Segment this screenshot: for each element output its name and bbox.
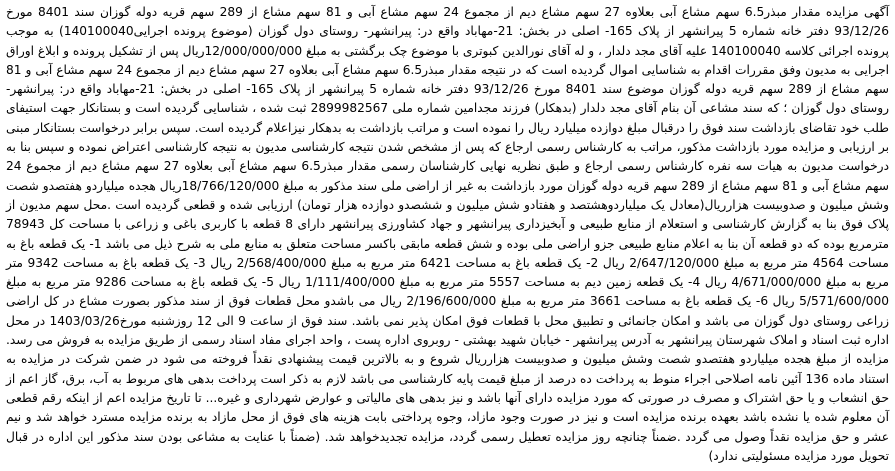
auction-notice-body: آگهی مزایده مقدار مبذر6.5 سهم مشاع آبی بعلاوه 27 سهم مشاع دیم از مجموع 24 سهم مشاع آبی و 81 سهم مشاع از 289 سهم قریه دوله گوزان سند 8401 مورخ 93/12/26 دفتر خانه شماره 5 پیرانشهر از پلاک 165- اصلی در بخش: 21-مهاباد واقع در: پیرانشهر- روستای دول گوزان (موضوع پرونده اجرایی140100040) به موجب پرونده اجرائی کلاسه 140100040 علیه آقای مجد دلدار ، و له آقای نورالدین کبوتری با موضوع چک برگشتی به مبلغ 12/000/000/000ریال پس از تشکیل پرونده و ابلاغ اوراق اجرایی به مدیون وفق مقررات اقدام به شناسایی اموال گردیده است که در نتیجه مقدار مبذر6.5 سهم مشاع آبی بعلاوه 27 سهم مشاع دیم از مجموع 24 سهم مشاع آبی و 81 سهم مشاع از 289 سهم قریه دوله گوزان موضوع سند 8401 مورخ 93/12/26 دفتر خانه شماره 5 پیرانشهر از پلاک 165- اصلی در بخش: 21-مهاباد واقع در: پیرانشهر- روستای دول گوزان ؛ که سند مشاعی آن بنام آقای مجد دلدار (بدهکار) فرزند مجدامین شماره ملی 2899982567 ثبت شده ، شناسایی گردیده است و بستانکار جهت استیفای طلب خود تقاضای بازداشت سند فوق را درقبال مبلغ دوازده میلیارد ریال را نموده است و مراتب بازداشت به بدهکار نیزاعلام گردیده است. سپس برابر درخواست بستانکار مبنی بر ارزیابی و مزایده مورد بازداشت مذکور، مراتب به کارشناس رسمی ارجاع که پس از مشخص شدن نتیجه کارشناسی مدیون به نتیجه کارشناسی اعتراض نموده و سپس بنا به درخواست مدیون به هیات سه نفره کارشناس رسمی ارجاع و طبق نظریه نهایی کارشناسان رسمی مقدار مبذر6.5 سهم مشاع آبی بعلاوه 27 سهم مشاع دیم از مجموع 24 سهم مشاع آبی و 81 سهم مشاع از 289 سهم قریه دوله گوزان مورد بازداشت به غیر از اراضی ملی سند مذکور به مبلغ 18/766/120/000ریال هجده میلیاردو هفتصدو شصت وشش میلیون و صدوبیست هزارریال(معادل یک میلیاردوهشتصد و هفتادو شش میلیون و ششصدو دوازده هزار تومان) ارزیابی شده و قطعی گردیده است .محل سهم مدیون از پلاک فوق بنا به گزارش کارشناسی و استعلام از منابع طبیعی و آبخیزداری پیرانشهر و جهاد کشاورزی پیرانشهر دارای 8 قطعه با کاربری باغی و زراعی با مساحت کل 78943 مترمربع بوده که دو قطعه آن بنا به اعلام منابع طبیعی جزو اراضی ملی بوده و شش قطعه مابقی باکسر مساحت متعلق به منابع ملی به شرح ذیل می باشد 1- یک قطعه باغ به مساحت 4564 متر مربع به مبلغ 2/647/120/000 ریال 2- یک قطعه باغ به مساحت 6421 متر مربع به مبلغ 2/568/400/000 ریال 3- یک قطعه باغ به مساحت 9342 متر مربع به مبلغ 4/671/000/000 ریال 4- یک قطعه زمین دیم به مساحت 5557 متر مربع به مبلغ 1/111/400/000 ریال 5- یک قطعه باغ به مساحت 9286 متر مربع به مبلغ 5/571/600/000 ریال 6- یک قطعه باغ به مساحت 3661 متر مربع به مبلغ 2/196/600/000 ریال می باشدو محل قطعات فوق از سند مذکور بصورت مشاع در کل اراضی زراعی روستای دول گوزان می باشد و امکان جانمائی و تطبیق محل با قطعات فوق امکان پذیر نمی باشد. سند فوق از ساعت 9 الی 12 روزشنبه مورخ1403/03/26 در محل اداره ثبت اسناد و املاک شهرستان پیرانشهر به آدرس پیرانشهر - خیابان شهید بهشتی - روبروی اداره پست ، واحد اجرای مفاد اسناد رسمی از طریق مزایده به فروش می رسد. مزایده از مبلغ هجده میلیاردو هفتصدو شصت وشش میلیون و صدوبیست هزارریال شروع و به بالاترین قیمت پیشنهادی نقداً فروخته می شود در ضمن شرکت در مزایده به استناد ماده 136 آئین نامه اصلاحی اجراء منوط به پرداخت ده درصد از مبلغ قیمت پایه کارشناسی می باشد لازم به ذکر است پرداخت بدهی های مربوط به آب، برق، گاز اعم از حق انشعاب و یا حق اشتراک و مصرف در صورتی که مورد مزایده دارای آنها باشد و نیز بدهی های مالیاتی و عوارض شهرداری و غیره... تا تاریخ مزایده اعم از اینکه رقم قطعی آن معلوم شده یا نشده باشد بعهده برنده مزایده است و نیز در صورت وجود مازاد، وجوه پرداختی بابت هزینه های فوق از محل مازاد به برنده مزایده مسترد خواهد شد و نیم عشر و حق مزایده نقداً وصول می گردد .ضمناً چنانچه روز مزایده تعطیل رسمی گردد، مزایده تجدیدخواهد شد. (ضمناً با عنایت به مشاعی بودن سند مذکور این اداره در قبال تحویل مورد مزایده مسئولیتی ندارد) xyxy=(6,5,890,463)
